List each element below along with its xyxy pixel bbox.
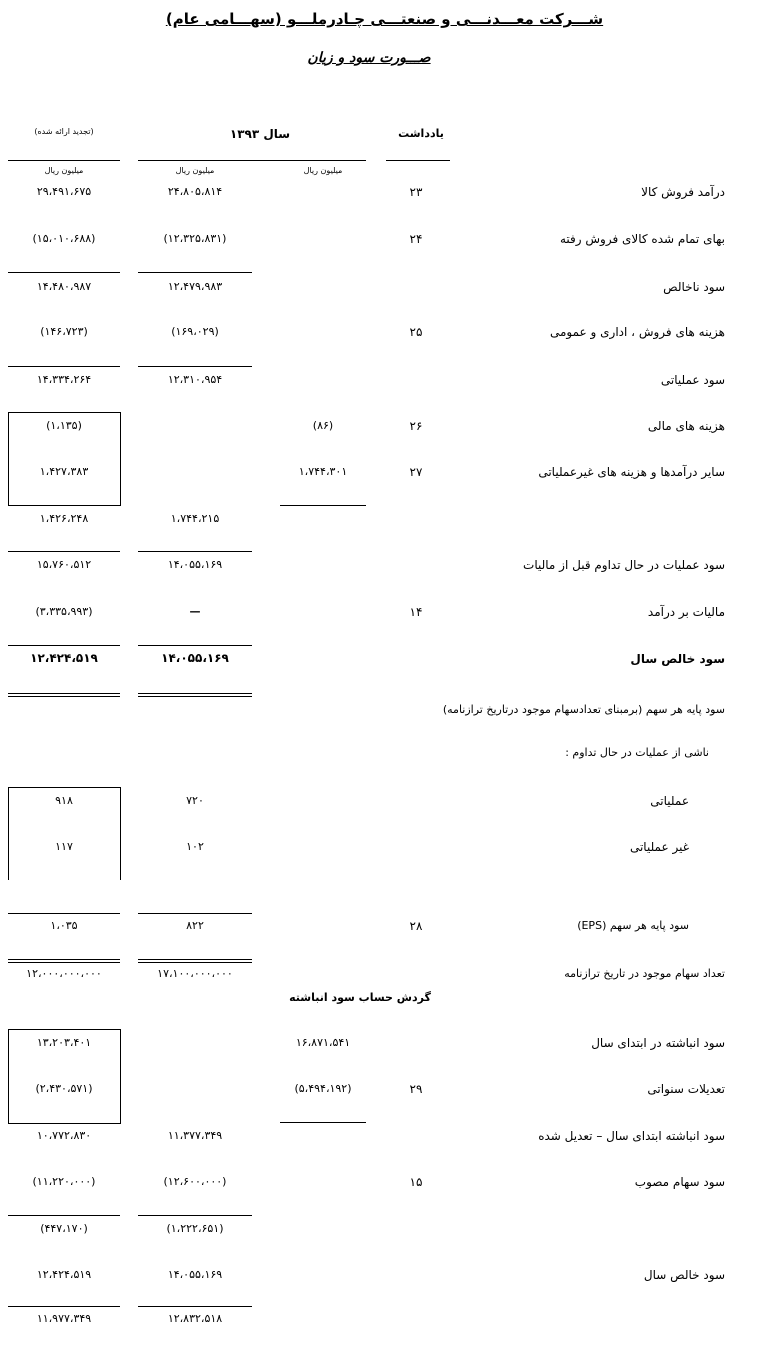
unit-c2: میلیون ریال xyxy=(175,166,215,175)
row-label: سود عملیاتی xyxy=(660,373,725,387)
rule xyxy=(280,1122,366,1123)
row-value-c1: ۱۲،۴۲۴،۵۱۹ xyxy=(30,651,98,665)
row-value-c2: ۱۴،۰۵۵،۱۶۹ xyxy=(161,651,229,665)
row-value-c1: (۲،۴۳۰،۵۷۱) xyxy=(35,1082,93,1095)
double-rule xyxy=(138,693,252,697)
row-note: ۱۵ xyxy=(409,1175,423,1189)
row-value-c2: ۸۲۲ xyxy=(186,919,204,932)
unit-c1: میلیون ریال xyxy=(44,166,84,175)
row-label: سود انباشته در ابتدای سال xyxy=(591,1036,725,1050)
row-value-c2: ۱۰۲ xyxy=(186,840,204,853)
row-label: غیر عملیاتی xyxy=(629,840,689,854)
row-value-c1: (۳،۳۳۵،۹۹۳) xyxy=(35,605,93,618)
rule xyxy=(8,913,120,914)
row-value-c1: ۱۴،۴۸۰،۹۸۷ xyxy=(36,280,92,293)
rule xyxy=(138,913,252,914)
row-label: سود پایه هر سهم (EPS) xyxy=(577,919,689,932)
row-value-c2: ۱۴،۰۵۵،۱۶۹ xyxy=(167,1268,223,1281)
row-value-c2: ۱۲،۴۷۹،۹۸۳ xyxy=(167,280,223,293)
row-value-c2: ۱۱،۳۷۷،۳۴۹ xyxy=(167,1129,223,1142)
row-value-c1: ۱،۰۳۵ xyxy=(50,919,78,932)
row-label: سایر درآمدها و هزینه های غیرعملیاتی xyxy=(538,465,725,479)
rule xyxy=(138,551,252,552)
unit-c3: میلیون ریال xyxy=(303,166,343,175)
row-label: هزینه های مالی xyxy=(647,419,725,433)
row-value-c1: ۱،۴۲۶،۲۴۸ xyxy=(39,512,89,525)
row-label: سود خالص سال xyxy=(630,652,725,666)
row-value-c1: ۱،۴۲۷،۳۸۳ xyxy=(39,465,89,478)
header-rule-year xyxy=(138,160,366,161)
row-note: ۲۵ xyxy=(409,325,423,339)
row-value-c1: ۱۵،۷۶۰،۵۱۲ xyxy=(36,558,92,571)
row-label: سود سهام مصوب xyxy=(634,1175,725,1189)
row-note: ۱۴ xyxy=(409,605,423,619)
row-value-c2: ۱۴،۰۵۵،۱۶۹ xyxy=(167,558,223,571)
row-note: ۲۴ xyxy=(409,232,423,246)
row-value-c2: (۱۲،۳۲۵،۸۳۱) xyxy=(163,232,227,245)
rule xyxy=(8,1215,120,1216)
statement-title: صـــورت سود و زیان xyxy=(307,50,431,66)
rule xyxy=(8,551,120,552)
year-header: سال ۱۳۹۳ xyxy=(229,127,291,141)
row-label: بهای تمام شده کالای فروش رفته xyxy=(560,232,725,246)
row-value-c1: ۱۴،۳۳۴،۲۶۴ xyxy=(36,373,92,386)
row-label: عملیاتی xyxy=(650,794,689,808)
row-value-c2: ۱۲،۳۱۰،۹۵۴ xyxy=(167,373,223,386)
row-label: هزینه های فروش ، اداری و عمومی xyxy=(549,325,725,339)
double-rule xyxy=(8,959,120,963)
row-label: سود خالص سال xyxy=(643,1268,725,1282)
row-value-c2: ۱۷،۱۰۰،۰۰۰،۰۰۰ xyxy=(157,967,233,980)
row-note: ۲۶ xyxy=(409,419,423,433)
row-value-c2: ۲۴،۸۰۵،۸۱۴ xyxy=(167,185,223,198)
row-value-c1: ۲۹،۴۹۱،۶۷۵ xyxy=(36,185,92,198)
row-value-c3: ۱،۷۴۴،۳۰۱ xyxy=(298,465,348,478)
rule xyxy=(8,272,120,273)
header-rule-note xyxy=(386,160,450,161)
row-label: مالیات بر درآمد xyxy=(647,605,725,619)
rule xyxy=(138,1306,252,1307)
retained-earnings-heading: گردش حساب سود انباشته xyxy=(289,991,431,1004)
row-value-c1: (۴۴۷،۱۷۰) xyxy=(40,1222,88,1235)
row-label: تعدیلات سنواتی xyxy=(647,1082,725,1096)
row-note: ۲۹ xyxy=(409,1082,423,1096)
note-header: یادداشت xyxy=(398,127,444,140)
row-label: ناشی از عملیات در حال تداوم : xyxy=(565,746,709,759)
row-value-c3: (۵،۴۹۴،۱۹۲) xyxy=(294,1082,352,1095)
row-note: ۲۷ xyxy=(409,465,423,479)
rule xyxy=(280,505,366,506)
row-value-c2: (۱۲،۶۰۰،۰۰۰) xyxy=(163,1175,227,1188)
row-value-c1: ۱۳،۲۰۳،۴۰۱ xyxy=(36,1036,92,1049)
company-title: شـــرکت معـــدنـــی و صنعتـــی چـادرملـــو (سهـــامی عام) xyxy=(165,10,604,28)
row-value-c3: ۱۶،۸۷۱،۵۴۱ xyxy=(295,1036,351,1049)
rule xyxy=(8,366,120,367)
row-label: سود پایه هر سهم (برمبنای تعدادسهام موجود درتاریخ ترازنامه) xyxy=(442,703,725,716)
row-value-c1: (۱۱،۲۲۰،۰۰۰) xyxy=(32,1175,96,1188)
row-value-c3: (۸۶) xyxy=(312,419,334,432)
row-value-c2: ۱۲،۸۳۲،۵۱۸ xyxy=(167,1312,223,1325)
row-value-c1: (۱۵،۰۱۰،۶۸۸) xyxy=(32,232,96,245)
row-note: ۲۸ xyxy=(409,919,423,933)
row-label: تعداد سهام موجود در تاریخ ترازنامه xyxy=(564,967,725,980)
row-note: ۲۳ xyxy=(409,185,423,199)
row-value-c2: ۷۲۰ xyxy=(186,794,204,807)
row-value-c2: ۱،۷۴۴،۲۱۵ xyxy=(170,512,220,525)
row-value-c1: ۹۱۸ xyxy=(55,794,73,807)
row-value-c1: ۱۲،۰۰۰،۰۰۰،۰۰۰ xyxy=(26,967,102,980)
row-label: سود انباشته ابتدای سال – تعدیل شده xyxy=(538,1129,725,1143)
row-label: سود ناخالص xyxy=(663,280,725,294)
row-value-c2: (۱،۲۲۲،۶۵۱) xyxy=(166,1222,224,1235)
row-label: درآمد فروش کالا xyxy=(641,185,725,199)
rule xyxy=(138,1215,252,1216)
rule xyxy=(138,272,252,273)
row-value-c1: ۱۰،۷۷۲،۸۳۰ xyxy=(36,1129,92,1142)
rule xyxy=(8,645,120,646)
row-value-c1: ۱۱،۹۷۷،۳۴۹ xyxy=(36,1312,92,1325)
row-label: سود عملیات در حال تداوم قبل از مالیات xyxy=(523,558,725,572)
restated-header: (تجدید ارائه شده) xyxy=(34,127,94,136)
row-value-c1: ۱۱۷ xyxy=(55,840,73,853)
header-rule-c1 xyxy=(8,160,120,161)
row-value-c1: (۱۴۶،۷۲۳) xyxy=(40,325,88,338)
row-value-c1: ۱۲،۴۲۴،۵۱۹ xyxy=(36,1268,92,1281)
rule xyxy=(8,1306,120,1307)
row-value-c2: (۱۶۹،۰۲۹) xyxy=(171,325,219,338)
rule xyxy=(138,645,252,646)
rule xyxy=(138,366,252,367)
row-value-c1: (۱،۱۳۵) xyxy=(46,419,82,432)
row-value-c2: — xyxy=(189,605,201,618)
double-rule xyxy=(8,693,120,697)
double-rule xyxy=(138,959,252,963)
